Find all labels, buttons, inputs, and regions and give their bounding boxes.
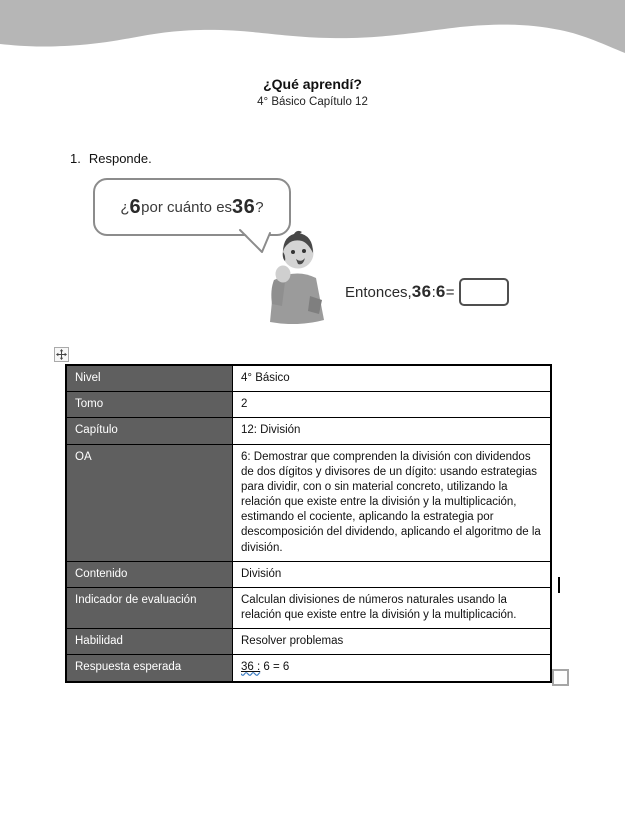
table-row [66,655,551,682]
bubble-close-mark: ? [255,198,264,216]
row-value[interactable]: División [233,561,552,587]
row-label[interactable]: OA [66,444,233,561]
answer-box[interactable] [459,278,509,306]
statement-dividend: 36 [411,282,432,301]
bubble-num1: 6 [129,195,142,218]
question-line [70,151,152,166]
question-label: Responde. [88,151,152,166]
table-resize-handle-icon[interactable] [552,669,569,686]
statement-divisor: 6 [435,282,446,301]
row-label[interactable]: Habilidad [66,629,233,655]
expected-answer-underlined: 36 : [241,661,261,674]
table-row [66,629,551,655]
title-block [0,76,625,108]
question-number: 1. [70,151,81,166]
row-value[interactable]: 6: Demostrar que comprenden la división con dividendos de dos dígitos y divisores de un dígito: usando estrategias para dividir, con o sin material concreto, utilizando la relación que existe entre la división y la multiplicación, estimando el cociente, aplicando la estrategia por descomposición del dividendo, aplicando el algoritmo de la división. [233,444,552,561]
text-cursor [558,577,560,593]
table-row [66,444,551,561]
bubble-middle-text: por cuánto es [141,198,233,216]
row-label[interactable]: Capítulo [66,418,233,444]
table-move-handle-icon[interactable] [54,347,69,362]
row-label[interactable]: Tomo [66,392,233,418]
division-statement [345,278,509,306]
speech-bubble-tail-icon [228,224,282,256]
row-value[interactable]: Resolver problemas [233,629,552,655]
table-row [66,392,551,418]
row-label[interactable]: Nivel [66,365,233,392]
row-value[interactable]: Calculan divisiones de números naturales usando la relación que existe entre la división y la multiplicación. [233,587,552,628]
row-label[interactable]: Indicador de evaluación [66,587,233,628]
header-wave [0,0,625,60]
row-label[interactable]: Respuesta esperada [66,655,233,682]
row-value[interactable] [233,655,552,682]
info-table [65,364,552,683]
table-row [66,561,551,587]
page-subtitle: 4° Básico Capítulo 12 [257,96,368,108]
statement-equals: = [445,283,455,301]
page-title: ¿Qué aprendí? [263,76,362,92]
row-label[interactable]: Contenido [66,561,233,587]
statement-divider: : [431,283,436,301]
row-value[interactable]: 2 [233,392,552,418]
table-row [66,587,551,628]
statement-prefix: Entonces, [345,283,412,301]
bubble-open-mark: ¿ [120,198,130,216]
row-value[interactable]: 4° Básico [233,365,552,392]
bubble-num2: 36 [232,195,256,218]
row-value[interactable]: 12: División [233,418,552,444]
table-row [66,418,551,444]
table-row [66,365,551,392]
expected-answer-rest: 6 = 6 [260,661,290,674]
